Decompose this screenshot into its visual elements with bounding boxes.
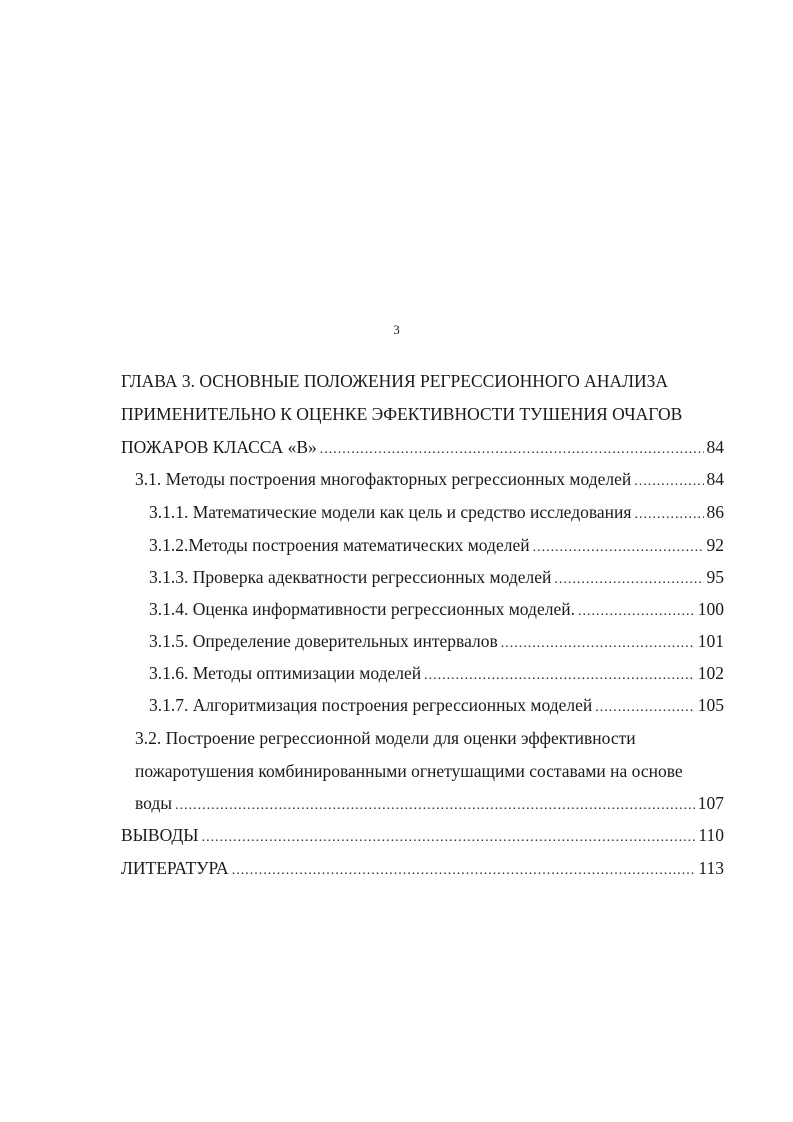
toc-entry-3-1-1 — [149, 501, 724, 526]
toc-entry-3-1-5 — [149, 630, 724, 655]
toc-entry-page: 107 — [697, 793, 724, 813]
toc-entry-page: 84 — [706, 437, 724, 457]
toc-entry-label: 3.1.3. Проверка адекватности регрессионных моделей — [149, 567, 552, 587]
toc-entry-3-1-3 — [149, 566, 724, 591]
toc-entry-3-1 — [135, 468, 724, 493]
toc-entry-page: 84 — [706, 469, 724, 489]
toc-entry-label: 3.1.7. Алгоритмизация построения регрессионных моделей — [149, 695, 593, 715]
toc-entry-label: 3.1.5. Определение доверительных интервалов — [149, 631, 498, 651]
toc-entry-page: 101 — [697, 631, 724, 651]
leader-dots — [202, 827, 696, 849]
toc-entry-page: 95 — [706, 567, 724, 587]
toc-entry-label: ВЫВОДЫ — [121, 825, 199, 845]
toc-entry-page: 105 — [697, 695, 724, 715]
toc-entry-label: 3.1.2.Методы построения математических моделей — [149, 535, 530, 555]
leader-dots — [424, 665, 695, 687]
toc-entry-chapter-3 — [121, 436, 724, 461]
toc-entry-label: 3.1.4. Оценка информативности регрессионных моделей. — [149, 599, 575, 619]
toc-entry-page: 100 — [697, 599, 724, 619]
chapter-title-line-2: ПРИМЕНИТЕЛЬНО К ОЦЕНКЕ ЭФЕКТИВНОСТИ ТУШЕНИЯ ОЧАГОВ — [121, 404, 683, 424]
toc-entry-label: воды — [135, 793, 173, 813]
toc-entry-literature — [121, 857, 724, 882]
toc-entry-label: 3.1.6. Методы оптимизации моделей — [149, 663, 422, 683]
toc-entry-label: ЛИТЕРАТУРА — [121, 858, 229, 878]
toc-entry-3-1-7 — [149, 694, 724, 719]
toc-entry-label: ПОЖАРОВ КЛАССА «В» — [121, 437, 317, 457]
toc-entry-3-1-4 — [149, 598, 724, 623]
toc-entry-page: 92 — [706, 535, 724, 555]
toc-entry-label: 3.1.1. Математические модели как цель и средство исследования — [149, 502, 632, 522]
toc-entry-page: 86 — [706, 502, 724, 522]
toc-entry-page: 102 — [697, 663, 724, 683]
section-3-2-line-1: 3.2. Построение регрессионной модели для оценки эффективности — [135, 728, 636, 748]
leader-dots — [634, 504, 703, 526]
leader-dots — [595, 697, 695, 719]
toc-entry-page: 110 — [698, 825, 724, 845]
toc-entry-label: 3.1. Методы построения многофакторных регрессионных моделей — [135, 469, 632, 489]
leader-dots — [578, 601, 695, 623]
leader-dots — [634, 471, 703, 493]
leader-dots — [175, 795, 695, 817]
toc-entry-conclusions — [121, 824, 724, 849]
page-number: 3 — [393, 322, 400, 337]
leader-dots — [554, 569, 703, 591]
leader-dots — [320, 439, 704, 461]
section-3-2-line-2: пожаротушения комбинированными огнетушащими составами на основе — [135, 761, 683, 781]
toc-entry-3-2 — [135, 792, 724, 817]
toc-entry-3-1-2 — [149, 534, 724, 559]
toc-entry-3-1-6 — [149, 662, 724, 687]
leader-dots — [232, 860, 696, 882]
chapter-title-line-1: ГЛАВА 3. ОСНОВНЫЕ ПОЛОЖЕНИЯ РЕГРЕССИОННОГО АНАЛИЗА — [121, 371, 669, 391]
leader-dots — [533, 537, 704, 559]
leader-dots — [501, 633, 695, 655]
toc-entry-page: 113 — [698, 858, 724, 878]
